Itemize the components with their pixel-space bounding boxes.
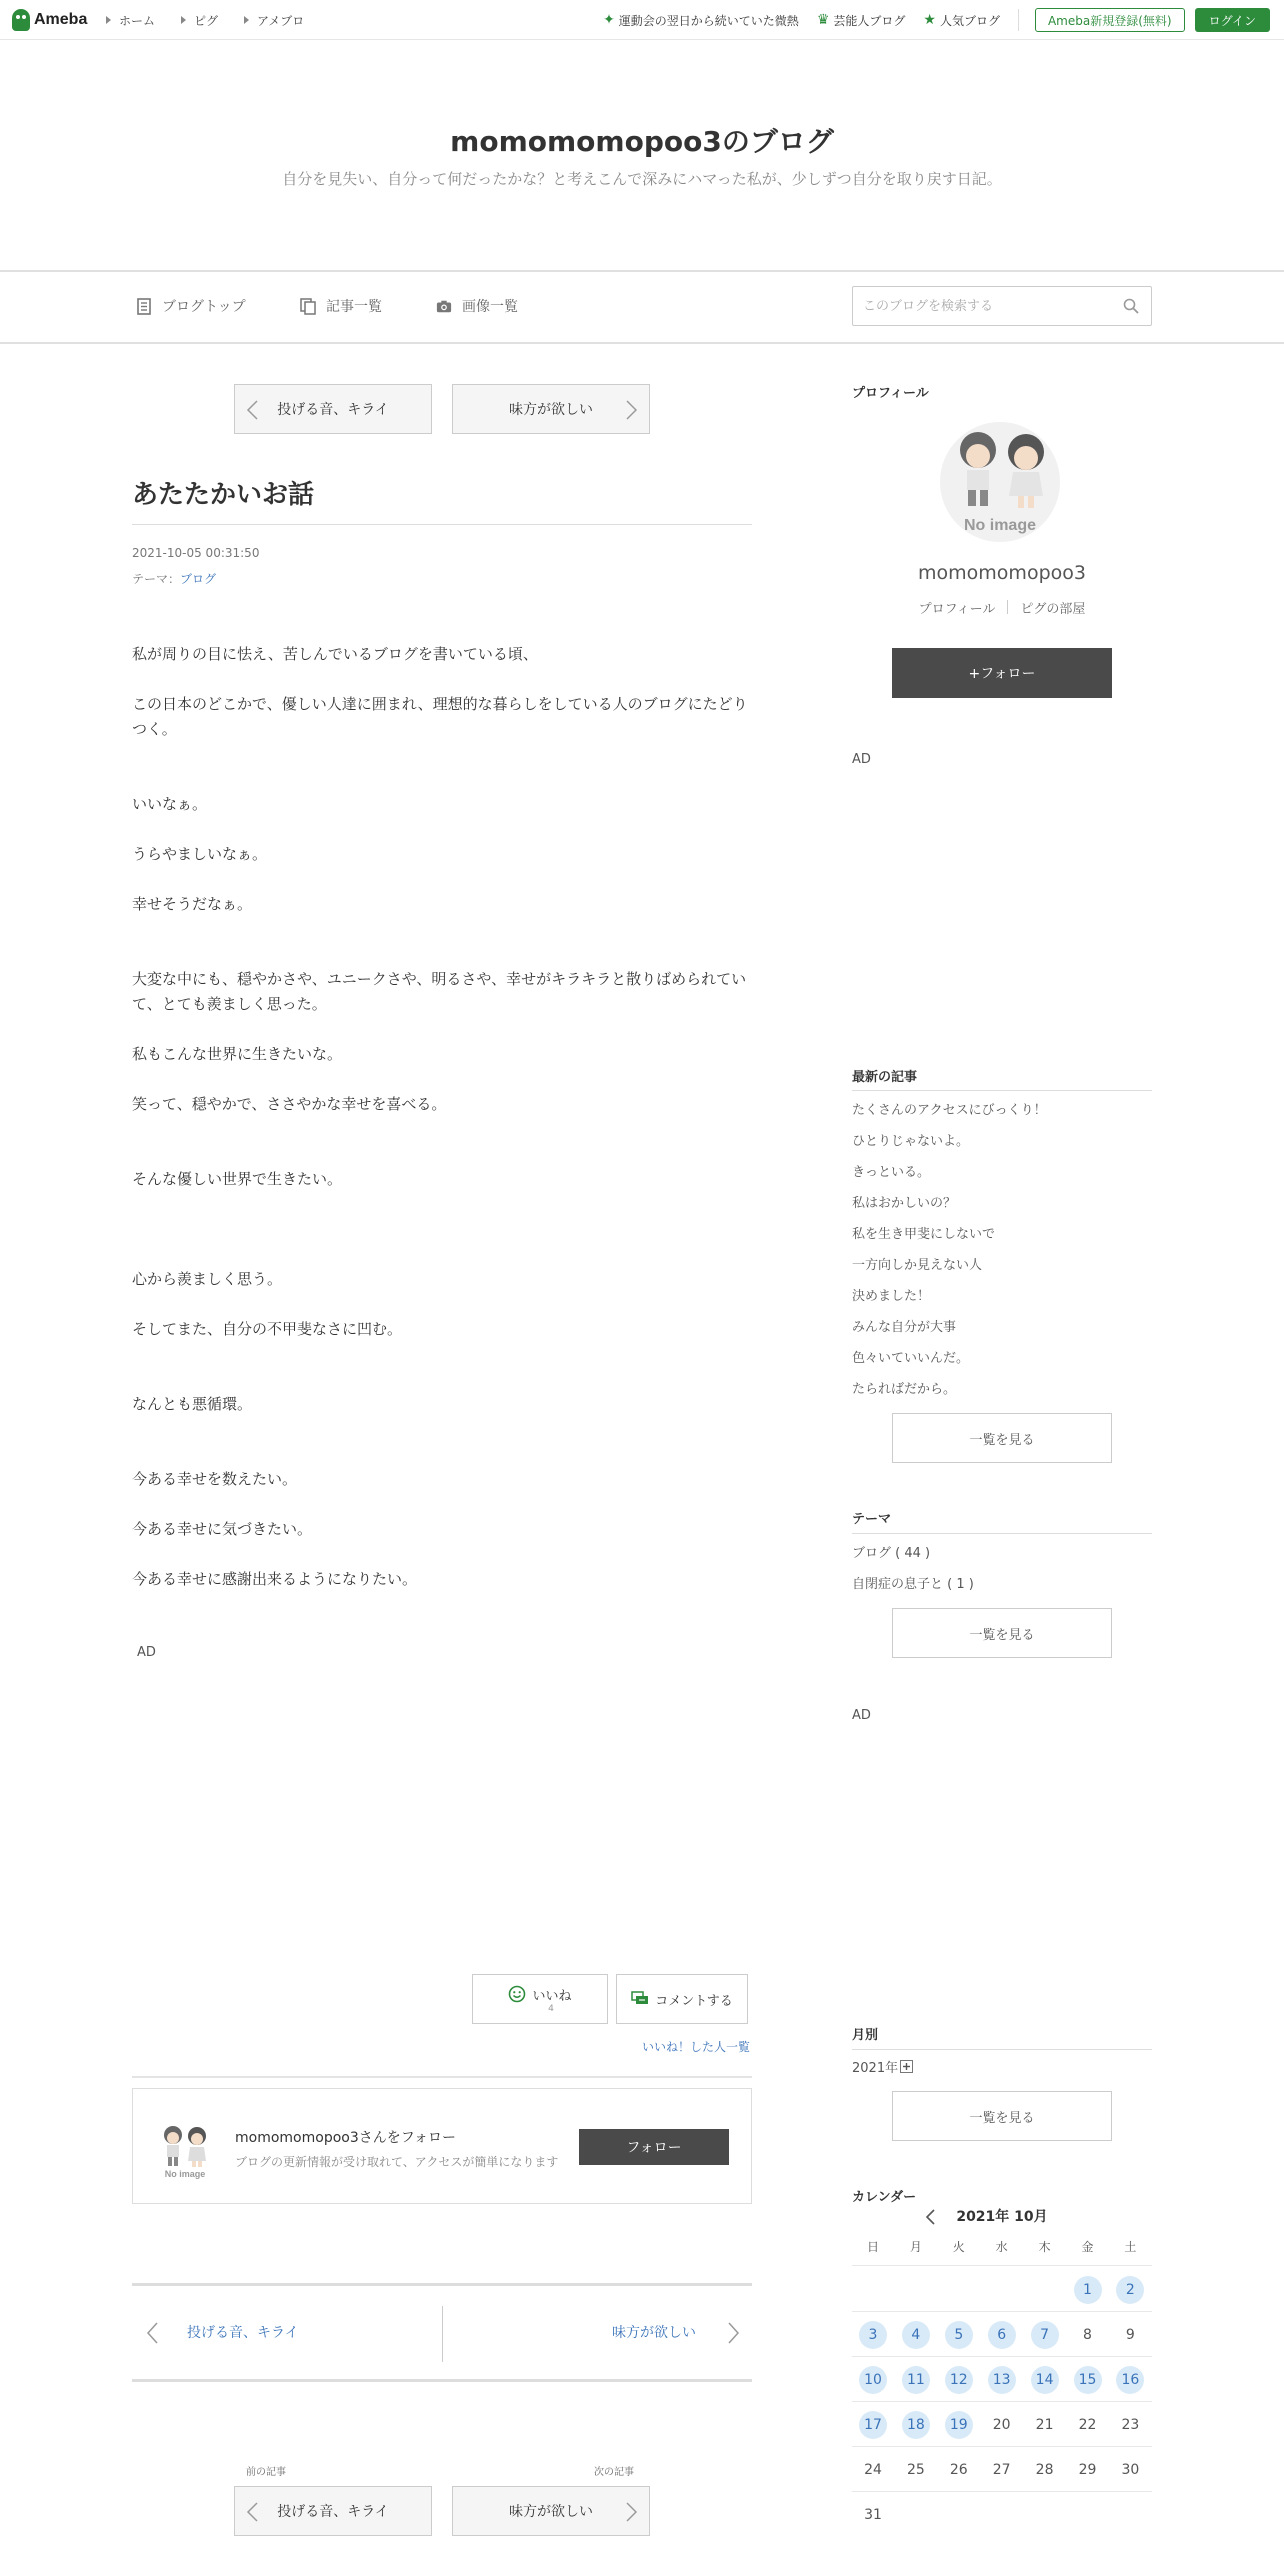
prev-article-button-bottom[interactable] [234,2486,432,2536]
search-icon[interactable] [1123,298,1139,314]
ad-label: AD [852,752,871,767]
monthly-heading: 月別 [852,2028,879,2043]
divider [1018,9,1019,31]
calendar-day-number: 31 [864,2507,882,2523]
calendar-day [1024,2448,1066,2492]
divider [852,1533,1152,1534]
theme-label: テーマ： [132,572,181,586]
nav-home-label: ホーム [119,13,156,28]
theme-item-link[interactable]: 自閉症の息子と ( 1 ) [852,1577,974,1592]
image-list-label: 画像一覧 [462,299,518,315]
calendar-day-number[interactable]: 3 [859,2321,887,2349]
chevron-right-icon[interactable] [728,2322,740,2344]
article-paragraph: そしてまた、自分の不甲斐なさに凹む。 [132,1320,403,1338]
register-button[interactable]: Ameba新規登録(無料) [1035,8,1185,32]
calendar-day-number: 30 [1121,2462,1140,2478]
calendar-day [852,2448,894,2492]
latest-article-link[interactable]: たくさんのアクセスにびっくり！ [852,1103,1047,1118]
chevron-right-icon [625,2502,639,2522]
article-paragraph: 今ある幸せに感謝出来るようになりたい。 [132,1570,418,1588]
comment-icon [631,1991,649,2007]
calendar-day-number[interactable]: 13 [988,2366,1016,2394]
calendar-day[interactable] [852,2313,894,2357]
calendar-day-number: 21 [1035,2417,1054,2433]
like-button[interactable] [472,1974,608,2024]
calendar-day[interactable] [1024,2313,1066,2357]
calendar-week-row [852,2448,1152,2492]
ameba-logo-icon [12,9,30,31]
calendar-day[interactable] [1109,2268,1151,2312]
calendar-day[interactable] [895,2358,937,2402]
calendar-day [1109,2448,1151,2492]
prev-caption: 前の記事 [246,2467,286,2478]
nav-pig[interactable] [181,12,218,29]
calendar-day [852,2493,894,2537]
profile-name[interactable]: momomomopoo3 [918,562,1086,584]
next-caption: 次の記事 [594,2467,634,2478]
calendar-day [938,2448,980,2492]
calendar-heading: カレンダー [852,2190,917,2205]
calendar-day [895,2493,937,2537]
next-article-title: 味方が欲しい [509,402,593,418]
calendar-day [895,2268,937,2312]
calendar-weekday: 火 [952,2239,965,2254]
divider [132,2283,752,2286]
latest-article-link[interactable]: 私はおかしいの？ [852,1196,957,1211]
blog-header [0,40,1284,270]
calendar-day-number[interactable]: 4 [902,2321,930,2349]
calendar-day-number[interactable]: 19 [945,2411,973,2439]
calendar-day [852,2268,894,2312]
calendar-day-number: 25 [906,2462,925,2478]
calendar-day [1067,2403,1109,2447]
triangle-right-icon [244,16,249,24]
noimage-avatar-icon [940,422,1060,542]
blog-title[interactable]: momomomopoo3のブログ [450,125,834,158]
calendar-day[interactable] [1067,2268,1109,2312]
calendar-day [1024,2403,1066,2447]
calendar-day-number: 20 [992,2417,1011,2433]
chevron-left-icon [245,400,259,420]
article-paragraph: この日本のどこかで、優しい人達に囲まれ、理想的な暮らしをしている人のブログにたどりつく。 [132,695,748,738]
calendar-weekday: 土 [1124,2239,1137,2254]
noimage-avatar-icon [155,2121,215,2181]
monthly-more-button[interactable]: 一覧を見る [892,2091,1112,2141]
profile-links [852,598,1152,617]
calendar-week-row [852,2313,1152,2357]
pig-room-link[interactable]: ピグの部屋 [1020,602,1086,617]
calendar-day [981,2493,1023,2537]
calendar-day[interactable] [981,2358,1023,2402]
calendar-day [1109,2403,1151,2447]
crown-icon: ♛ [816,12,830,28]
calendar-day [981,2403,1023,2447]
monthly-item-link[interactable] [852,2057,913,2076]
ad-label: AD [137,1645,156,1660]
theme-item-link[interactable]: ブログ ( 44 ) [852,1546,931,1561]
calendar-day-number[interactable]: 18 [902,2411,930,2439]
global-right-nav [585,0,1270,40]
calendar-day [938,2493,980,2537]
article-paragraph: 大変な中にも、穏やかさや、ユニークさや、明るさや、幸せがキラキラと散りばめられていて、とても羨ましく思った。 [132,970,747,1013]
latest-heading: 最新の記事 [852,1070,918,1085]
prev-article-title: 投げる音、キライ [277,2504,389,2520]
calendar-month: 2021年 10月 [956,2209,1048,2225]
calendar-day [981,2448,1023,2492]
blog-top-label: ブログトップ [162,299,246,315]
calendar-day [1024,2493,1066,2537]
calendar-weekday: 日 [866,2239,879,2254]
article-date: 2021-10-05 00:31:50 [132,546,260,560]
trending-topic-link[interactable] [603,12,799,29]
calendar-weekday: 木 [1038,2239,1051,2254]
article-list-link[interactable] [300,296,382,316]
chevron-left-icon[interactable] [146,2322,158,2344]
article-paragraph: 心から羨ましく思う。 [132,1270,283,1288]
latest-article-link[interactable]: 決めました！ [852,1289,931,1304]
monthly-item-label: 2021年 [852,2061,899,2076]
calendar-day-number: 27 [992,2462,1011,2478]
calendar-day-number: 28 [1035,2462,1054,2478]
divider [442,2306,443,2362]
divider [852,1090,1152,1091]
article-paragraph: 今ある幸せを数えたい。 [132,1470,298,1488]
next-article-button-bottom[interactable] [452,2486,650,2536]
blog-top-link[interactable] [136,296,246,316]
article-paragraph: うらやましいなぁ。 [132,845,268,863]
article-paragraph: 幸せそうだなぁ。 [132,895,253,913]
calendar-day[interactable] [1067,2358,1109,2402]
calendar-week-row [852,2268,1152,2312]
latest-more-button[interactable]: 一覧を見る [892,1413,1112,1463]
latest-article-link[interactable]: 私を生き甲斐にしないで [852,1227,996,1242]
calendar-day[interactable] [895,2313,937,2357]
theme-more-button[interactable]: 一覧を見る [892,1608,1112,1658]
chevron-right-icon [625,400,639,420]
divider [132,2379,752,2382]
article-paragraph: 私が周りの目に怯え、苦しんでいるブログを書いている頃、 [132,645,538,663]
article-paragraph: 笑って、穏やかで、ささやかな幸せを喜べる。 [132,1095,447,1113]
calendar-day-number[interactable]: 12 [945,2366,973,2394]
chevron-left-icon [245,2502,259,2522]
calendar-day-number: 29 [1078,2462,1097,2478]
global-header [0,0,1284,40]
calendar-day[interactable] [938,2313,980,2357]
calendar-day-number: 22 [1078,2417,1097,2433]
calendar-day [1024,2268,1066,2312]
smile-icon [508,1985,526,2003]
calendar-day[interactable] [1024,2358,1066,2402]
popular-blog-label: 人気ブログ [939,13,1000,28]
calendar-day [981,2268,1023,2312]
calendar-day-number: 23 [1121,2417,1140,2433]
latest-article-link[interactable]: 色々いていいんだ。 [852,1351,970,1366]
global-nav [106,0,330,40]
calendar-day-number: 9 [1125,2327,1135,2343]
calendar-day [895,2448,937,2492]
image-list-link[interactable] [436,296,518,316]
calendar-day-number[interactable]: 17 [859,2411,887,2439]
calendar-week-row [852,2403,1152,2447]
blog-search [852,286,1152,326]
trending-topic-label: 運動会の翌日から続いていた微熱 [618,13,799,28]
calendar-day-number[interactable]: 11 [902,2366,930,2394]
article-paragraph: いいなぁ。 [132,795,208,813]
profile-link[interactable]: プロフィール [918,602,996,617]
calendar-day-number[interactable]: 7 [1031,2321,1059,2349]
latest-article-link[interactable]: たらればだから。 [852,1382,957,1397]
triangle-right-icon [106,16,111,24]
calendar-week-row [852,2358,1152,2402]
article-paragraph: 私もこんな世界に生きたいな。 [132,1045,343,1063]
calendar-day-number[interactable]: 10 [859,2366,887,2394]
nav-home[interactable] [106,12,155,29]
likers-list-link[interactable]: いいね！した人一覧 [642,2040,751,2054]
blog-description: 自分を見失い、自分って何だったかな？と考えこんで深みにハマった私が、少しずつ自分を取り戻す日記。 [282,170,1002,188]
theme-heading: テーマ [852,1512,892,1527]
ameba-logo[interactable] [12,8,87,32]
follow-card [132,2088,752,2204]
calendar-day [1109,2493,1151,2537]
next-article-title: 味方が欲しい [509,2504,593,2520]
camera-icon [436,297,452,315]
article-paragraph: なんとも悪循環。 [132,1395,253,1413]
calendar-day-number: 8 [1083,2327,1092,2343]
calendar-day-number[interactable]: 1 [1074,2276,1102,2304]
svg-text:No image: No image [164,2169,206,2179]
article-paragraph: そんな優しい世界で生きたい。 [132,1170,343,1188]
calendar-day-number[interactable]: 15 [1074,2366,1102,2394]
blog-nav [0,272,1284,344]
ameba-logo-text: Ameba [34,11,88,28]
next-article-button[interactable] [452,384,650,434]
like-row [508,1985,571,2004]
follow-button[interactable]: フォロー [579,2129,729,2165]
nav-ameblo[interactable] [244,12,304,29]
follow-card-title: momomomopoo3さんをフォロー [235,2130,457,2146]
calendar-day-number[interactable]: 6 [988,2321,1016,2349]
comment-button[interactable] [616,1974,748,2024]
expand-plus-icon[interactable] [900,2060,913,2073]
divider [852,2049,1152,2050]
documents-icon [300,297,316,315]
next-article-link[interactable]: 味方が欲しい [612,2325,696,2341]
prev-article-button[interactable] [234,384,432,434]
theme-link[interactable]: ブログ [180,572,217,586]
comment-label: コメントする [655,1993,733,2009]
calendar-day [1067,2493,1109,2537]
svg-text:No image: No image [963,517,1037,534]
calendar-day [1067,2313,1109,2357]
latest-article-link[interactable]: きっといる。 [852,1165,931,1180]
calendar-day-number[interactable]: 16 [1116,2366,1144,2394]
calendar-day-number[interactable]: 14 [1031,2366,1059,2394]
profile-avatar[interactable] [940,422,1060,542]
latest-article-link[interactable]: ひとりじゃないよ。 [852,1134,970,1149]
celebrity-blog-label: 芸能人ブログ [833,13,906,28]
star-icon: ★ [923,12,936,28]
article-title: あたたかいお話 [132,480,315,510]
calendar-day[interactable] [1109,2358,1151,2402]
calendar-weekday: 水 [995,2239,1008,2254]
document-icon [136,297,152,315]
like-label: いいね [532,1988,572,2004]
divider [132,524,752,525]
calendar-week-row [852,2493,1152,2537]
calendar-day [938,2268,980,2312]
profile-heading: プロフィール [852,386,929,401]
latest-article-link[interactable]: 一方向しか見えない人 [852,1258,983,1273]
calendar-day-number[interactable]: 2 [1116,2276,1144,2304]
sparkle-icon: ✦ [603,12,615,28]
calendar-day[interactable] [852,2358,894,2402]
calendar-day[interactable] [852,2403,894,2447]
calendar-day[interactable] [938,2403,980,2447]
divider [1007,600,1008,614]
calendar-day[interactable] [938,2358,980,2402]
calendar-weekday: 月 [909,2239,922,2254]
nav-ameblo-label: アメブロ [257,13,305,28]
calendar-day-number: 24 [864,2462,882,2478]
popular-blog-link[interactable] [923,12,1000,29]
triangle-right-icon [181,16,186,24]
follow-card-desc: ブログの更新情報が受け取れて、アクセスが簡単になります [235,2155,559,2169]
search-input[interactable] [853,287,1113,325]
calendar-day-number: 26 [949,2462,968,2478]
calendar-day[interactable] [981,2313,1023,2357]
calendar-weekday: 金 [1081,2239,1094,2254]
calendar-weekday-row [852,2226,1152,2266]
calendar-day-number[interactable]: 5 [945,2321,973,2349]
latest-article-link[interactable]: みんな自分が大事 [852,1320,957,1335]
divider [132,2076,752,2078]
article-paragraph: 今ある幸せに気づきたい。 [132,1520,313,1538]
prev-article-link[interactable]: 投げる音、キライ [187,2325,299,2341]
article-theme [132,570,216,587]
celebrity-blog-link[interactable] [817,12,906,29]
sidebar-follow-button[interactable]: +フォロー [892,648,1112,698]
prev-article-title: 投げる音、キライ [277,402,389,418]
ad-label: AD [852,1708,871,1723]
calendar-day [1109,2313,1151,2357]
calendar-day [1067,2448,1109,2492]
article-list-label: 記事一覧 [326,299,382,315]
calendar-day[interactable] [895,2403,937,2447]
like-count: 4 [548,2003,554,2014]
login-button[interactable]: ログイン [1195,8,1270,32]
nav-pig-label: ピグ [194,13,219,28]
